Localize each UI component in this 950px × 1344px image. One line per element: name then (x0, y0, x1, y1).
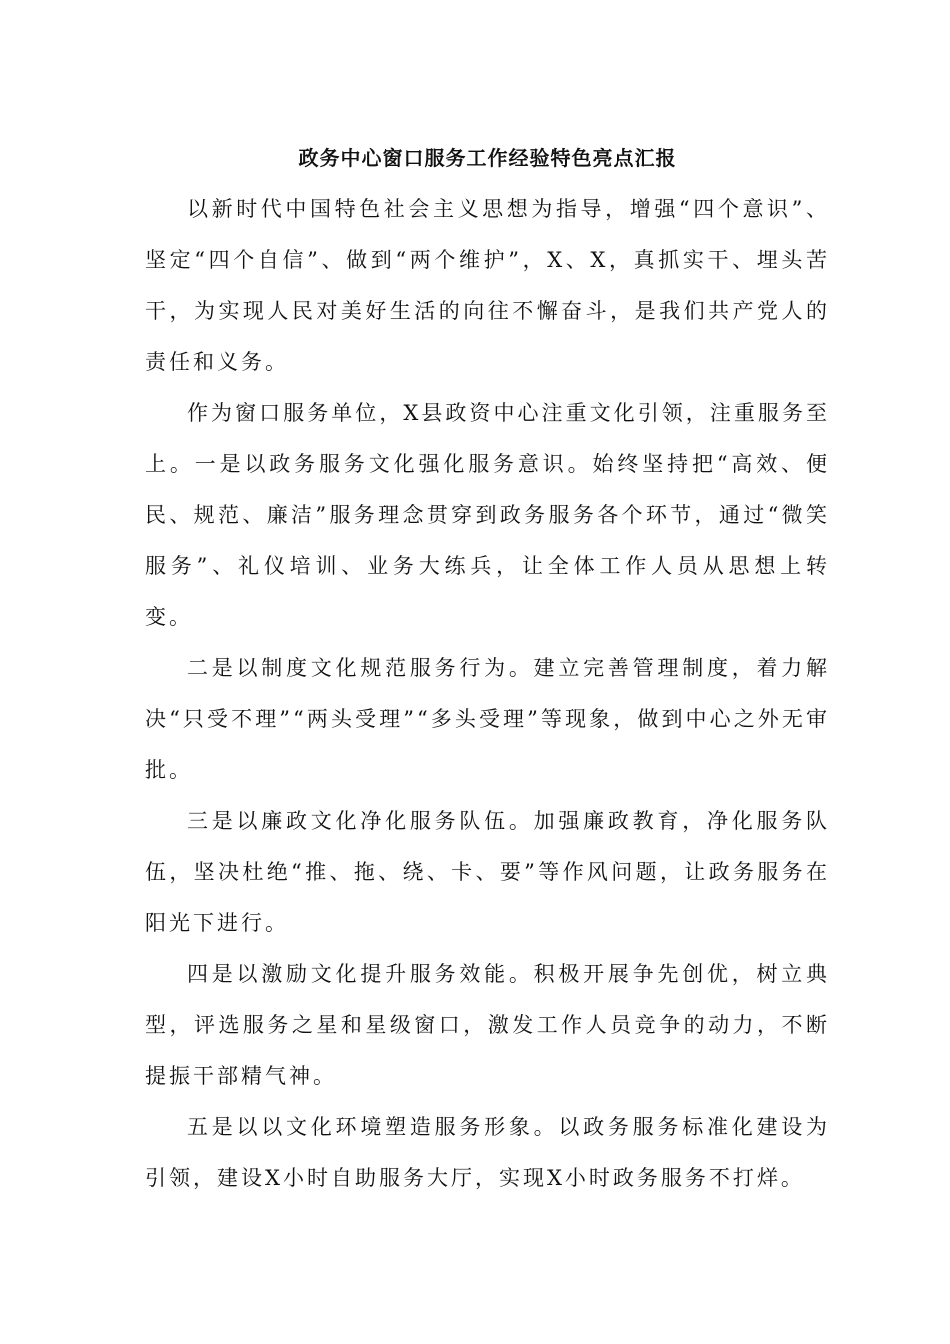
document-title: 政务中心窗口服务工作经验特色亮点汇报 (298, 146, 677, 170)
paragraph-5: 四是以激励文化提升服务效能。积极开展争先创优，树立典型，评选服务之星和星级窗口，激发工作人员竞争的动力，不断提振干部精气神。 (145, 962, 830, 1088)
paragraph-1: 以新时代中国特色社会主义思想为指导，增强“四个意识”、坚定“四个自信”、做到“两个维护”，X、X，真抓实干、埋头苦干，为实现人民对美好生活的向往不懈奋斗，是我们共产党人的责任和义务。 (145, 197, 830, 374)
paragraph-6: 五是以以文化环境塑造服务形象。以政务服务标准化建设为引领，建设X小时自助服务大厅，实现X小时政务服务不打烊。 (145, 1115, 830, 1190)
paragraph-2: 作为窗口服务单位，X县政资中心注重文化引领，注重服务至上。一是以政务服务文化强化服务意识。始终坚持把“高效、便民、规范、廉洁”服务理念贯穿到政务服务各个环节，通过“微笑服务”、礼仪培训、业务大练兵，让全体工作人员从思想上转变。 (145, 401, 830, 629)
paragraph-4: 三是以廉政文化净化服务队伍。加强廉政教育，净化服务队伍，坚决杜绝“推、拖、绕、卡、要”等作风问题，让政务服务在阳光下进行。 (145, 809, 830, 935)
paragraph-3: 二是以制度文化规范服务行为。建立完善管理制度，着力解决“只受不理”“两头受理”“多头受理”等现象，做到中心之外无审批。 (145, 656, 830, 782)
document-page (145, 138, 830, 1204)
